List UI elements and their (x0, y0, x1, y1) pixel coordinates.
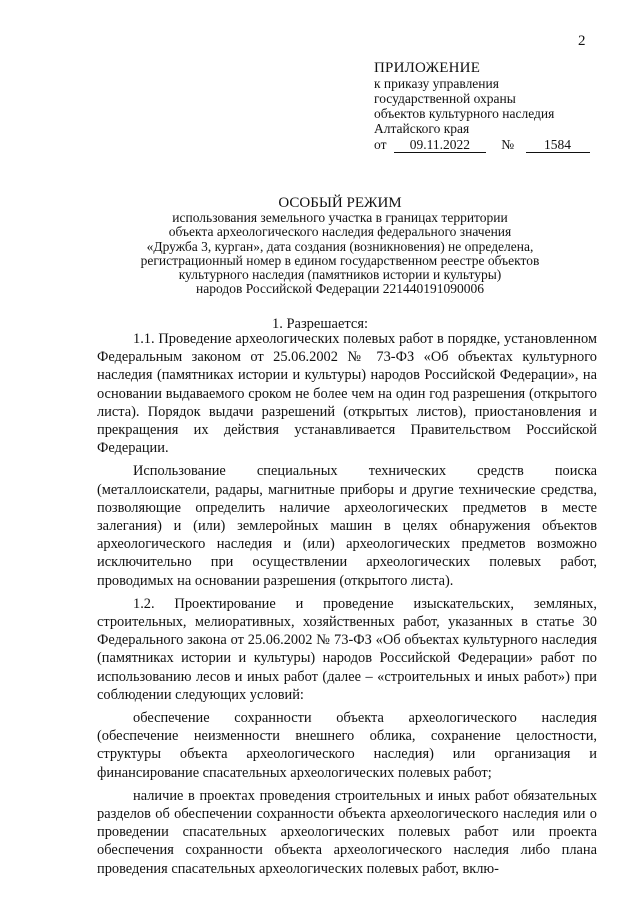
appendix-line: к приказу управления (374, 76, 499, 91)
document-title-block (90, 196, 590, 296)
paragraph: 1.1. Проведение археологических полевых работ в порядке, установленном Федеральным законом от 25.06.2002 № 73-ФЗ «Об объектах культурного наследия (памятниках истории и культуры) народов Российской Федерации», на основании выдаваемого сроком не более чем на один год разрешения (открытого листа). Порядок выдачи разрешений (открытых листов), приостановления и прекращения их действия устанавливается Правительством Российской Федерации. (97, 331, 597, 457)
document-body (97, 330, 597, 878)
paragraph: обеспечение сохранности объекта археологического наследия (обеспечение неизменности внешнего облика, сохранение целостности, структуры объекта археологического наследия) или организация и финансирование спасательных археологических полевых работ; (97, 710, 597, 781)
order-date-number-line (374, 137, 590, 153)
page-number: 2 (578, 33, 586, 49)
title-line: «Дружба 3, курган», дата создания (возникновения) не определена, (146, 238, 534, 254)
title-line: регистрационный номер в едином государственном реестре объектов (140, 252, 540, 268)
paragraph: Использование специальных технических средств поиска (металлоискатели, радары, магнитные приборы и другие технические средства, позволяющие определить наличие археологических предметов в месте залегания) и (или) землеройных машин в целях обнаружения объектов археологического наследия и (или) археологических предметов возможно исключительно при осуществлении археологических полевых работ, проводимых на основании разрешения (открытого листа). (97, 463, 597, 589)
paragraph: 1.2. Проектирование и проведение изыскательских, земляных, строительных, мелиоративных, хозяйственных работ, указанных в статье 30 Федерального закона от 25.06.2002 № 73-ФЗ «Об объектах культурного наследия (памятниках истории и культуры) народов Российской Федерации» работ по использованию лесов и иных работ (далее – «строительных и иных работ») при соблюдении следующих условий: (97, 595, 597, 703)
appendix-line: Алтайского края (374, 121, 470, 136)
section-heading: 1. Разрешается: (271, 316, 369, 332)
appendix-line: государственной охраны (374, 91, 516, 106)
appendix-heading: ПРИЛОЖЕНИЕ (374, 60, 481, 76)
title-line: использования земельного участка в границах территории (172, 210, 508, 226)
paragraph: наличие в проектах проведения строительных и иных работ обязательных разделов об обеспечении сохранности объекта археологического наследия или о проведении спасательных археологических полевых работ или проекта обеспечения сохранности объекта археологического наследия либо плана проведения спасательных археологических полевых работ, вклю- (97, 787, 597, 877)
number-sign: № (501, 137, 515, 152)
appendix-line: объектов культурного наследия (374, 106, 555, 121)
title-line: народов Российской Федерации 221440191090006 (196, 281, 484, 297)
order-number: 1584 (526, 138, 590, 153)
title-line: объекта археологического наследия федерального значения (168, 224, 512, 240)
order-date: 09.11.2022 (394, 138, 486, 153)
document-title: ОСОБЫЙ РЕЖИМ (278, 195, 402, 211)
appendix-block (374, 61, 590, 153)
title-line: культурного наследия (памятников истории и культуры) (178, 267, 502, 283)
from-label: от (374, 137, 387, 152)
